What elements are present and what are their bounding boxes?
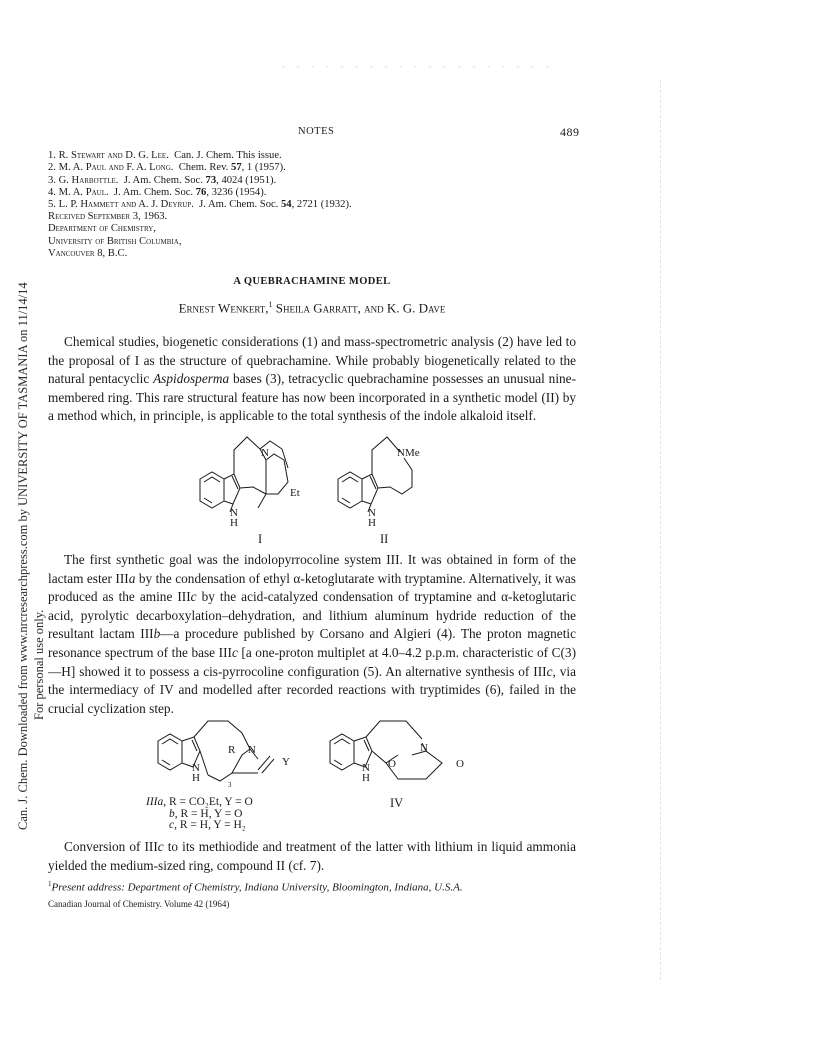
- body-paragraph-conversion: Conversion of IIIc to its methiodide and treatment of the latter with lithium in liquid ammonia yielded the medium-sized ring, compound II (cf. 7).: [48, 839, 576, 873]
- address-line: Vancouver 8, B.C.: [48, 247, 128, 259]
- label-nme: NMe: [397, 447, 420, 459]
- structure-I: [200, 437, 288, 512]
- reference-item: 5. L. P. Hammett and A. J. Deyrup. J. Am. Chem. Soc. 54, 2721 (1932).: [48, 199, 352, 211]
- label-nh-n: N: [192, 762, 200, 774]
- footnote: $^1$Present address: Department of Chemistry, Indiana University, Bloomington, Indiana, U.S.A.: [48, 880, 463, 894]
- figure-structures-III-IV: [150, 715, 490, 795]
- running-title: NOTES: [298, 126, 335, 137]
- figure-structures-I-II: [190, 432, 450, 547]
- structure-label-I: I: [258, 532, 263, 546]
- article-title: A QUEBRACHAMINE MODEL: [233, 276, 391, 287]
- label-nh-h: H: [368, 517, 376, 529]
- reference-item: 1. R. Stewart and D. G. Lee. Can. J. Chem. This issue.: [48, 150, 282, 161]
- label-nh-n: N: [230, 507, 238, 519]
- label-r: R: [228, 744, 236, 756]
- scan-noise: - - - - - - - - - - - - - - - - - - -: [282, 62, 554, 71]
- reference-item: 2. M. A. Paul and F. A. Long. Chem. Rev. 57, 1 (1957).: [48, 162, 286, 174]
- label-n: N: [248, 744, 256, 756]
- journal-citation-line: Canadian Journal of Chemistry. Volume 42 (1964): [48, 899, 230, 909]
- label-o-left: O: [388, 758, 396, 770]
- address-line: Department of Chemistry,: [48, 223, 156, 235]
- label-nh-h: H: [192, 772, 200, 784]
- label-nh-h: H: [362, 772, 370, 784]
- label-n: N: [420, 742, 428, 754]
- received-address-block: [48, 211, 182, 260]
- watermark-line: Can. J. Chem. Downloaded from www.nrcresearchpress.com by UNIVERSITY OF TASMANIA on 11/14/14: [16, 282, 30, 830]
- scan-edge-line: [660, 80, 662, 980]
- label-n-top: N: [261, 447, 269, 459]
- body-paragraph-intro: Chemical studies, biogenetic considerations (1) and mass-spectrometric analysis (2) have led to the proposal of I as the structure of quebrachamine. While probably biogenetically related to the natural pentacyclic Aspidosperma bases (3), tetracyclic quebrachamine possesses an unusual nine-membered ring. This rare structural feature has now been incorporated in a synthetic model (II) by a method which, in principle, is applicable to the total synthesis of the indole alkaloid itself.: [48, 334, 576, 424]
- label-y: Y: [282, 756, 290, 768]
- structure-label-IV: IV: [390, 796, 404, 810]
- reference-item: 4. M. A. Paul. J. Am. Chem. Soc. 76, 3236 (1954).: [48, 186, 267, 198]
- label-nh-h: H: [230, 517, 238, 529]
- structure-label-II: II: [380, 532, 389, 546]
- reference-list: [48, 150, 608, 211]
- received-date: Received September 3, 1963.: [48, 211, 168, 222]
- page-number: 489: [560, 125, 580, 139]
- label-o-right: O: [456, 758, 464, 770]
- body-paragraph-synthesis: The first synthetic goal was the indolopyrrocoline system III. It was obtained in form of the lactam ester IIIa by the condensation of ethyl α-ketoglutarate with tryptamine. Alternatively, it was produced as the amine IIIc by the acid-catalyzed condensation of tryptamine and α-ketoglutaric acid, pyrolytic decarboxylation–dehydration, and lithium aluminum hydride reduction of the resultant lactam IIIb—a procedure published by Corsano and Algieri (4). The proton magnetic resonance spectrum of the base IIIc [a one-proton multiplet at 4.0–4.2 p.p.m. characteristic of C(3)—H] showed it to possess a cis-pyrrocoline configuration (5). An alternative synthesis of IIIc, via the intermediacy of IV and modelled after recorded reactions with tryptimides (6), failed in the crucial cyclization step.: [48, 552, 576, 716]
- article-authors: Ernest Wenkert,$^1$ Sheila Garratt, and K. G. Dave: [178, 300, 446, 316]
- label-et: Et: [290, 487, 300, 499]
- label-nh-n: N: [368, 507, 376, 519]
- watermark-line: For personal use only.: [32, 609, 46, 720]
- reference-item: 3. G. Harbottle. J. Am. Chem. Soc. 73, 4024 (1951).: [48, 174, 277, 186]
- label-nh-n: N: [362, 762, 370, 774]
- address-line: University of British Columbia,: [48, 235, 182, 247]
- structure-III: [158, 721, 274, 781]
- figure-caption-III: IIIa, R = CO₂Et, Y = O b, R = H, Y = O c, R = H, Y = H₂: [146, 796, 253, 831]
- label-position-3: 3: [228, 781, 232, 789]
